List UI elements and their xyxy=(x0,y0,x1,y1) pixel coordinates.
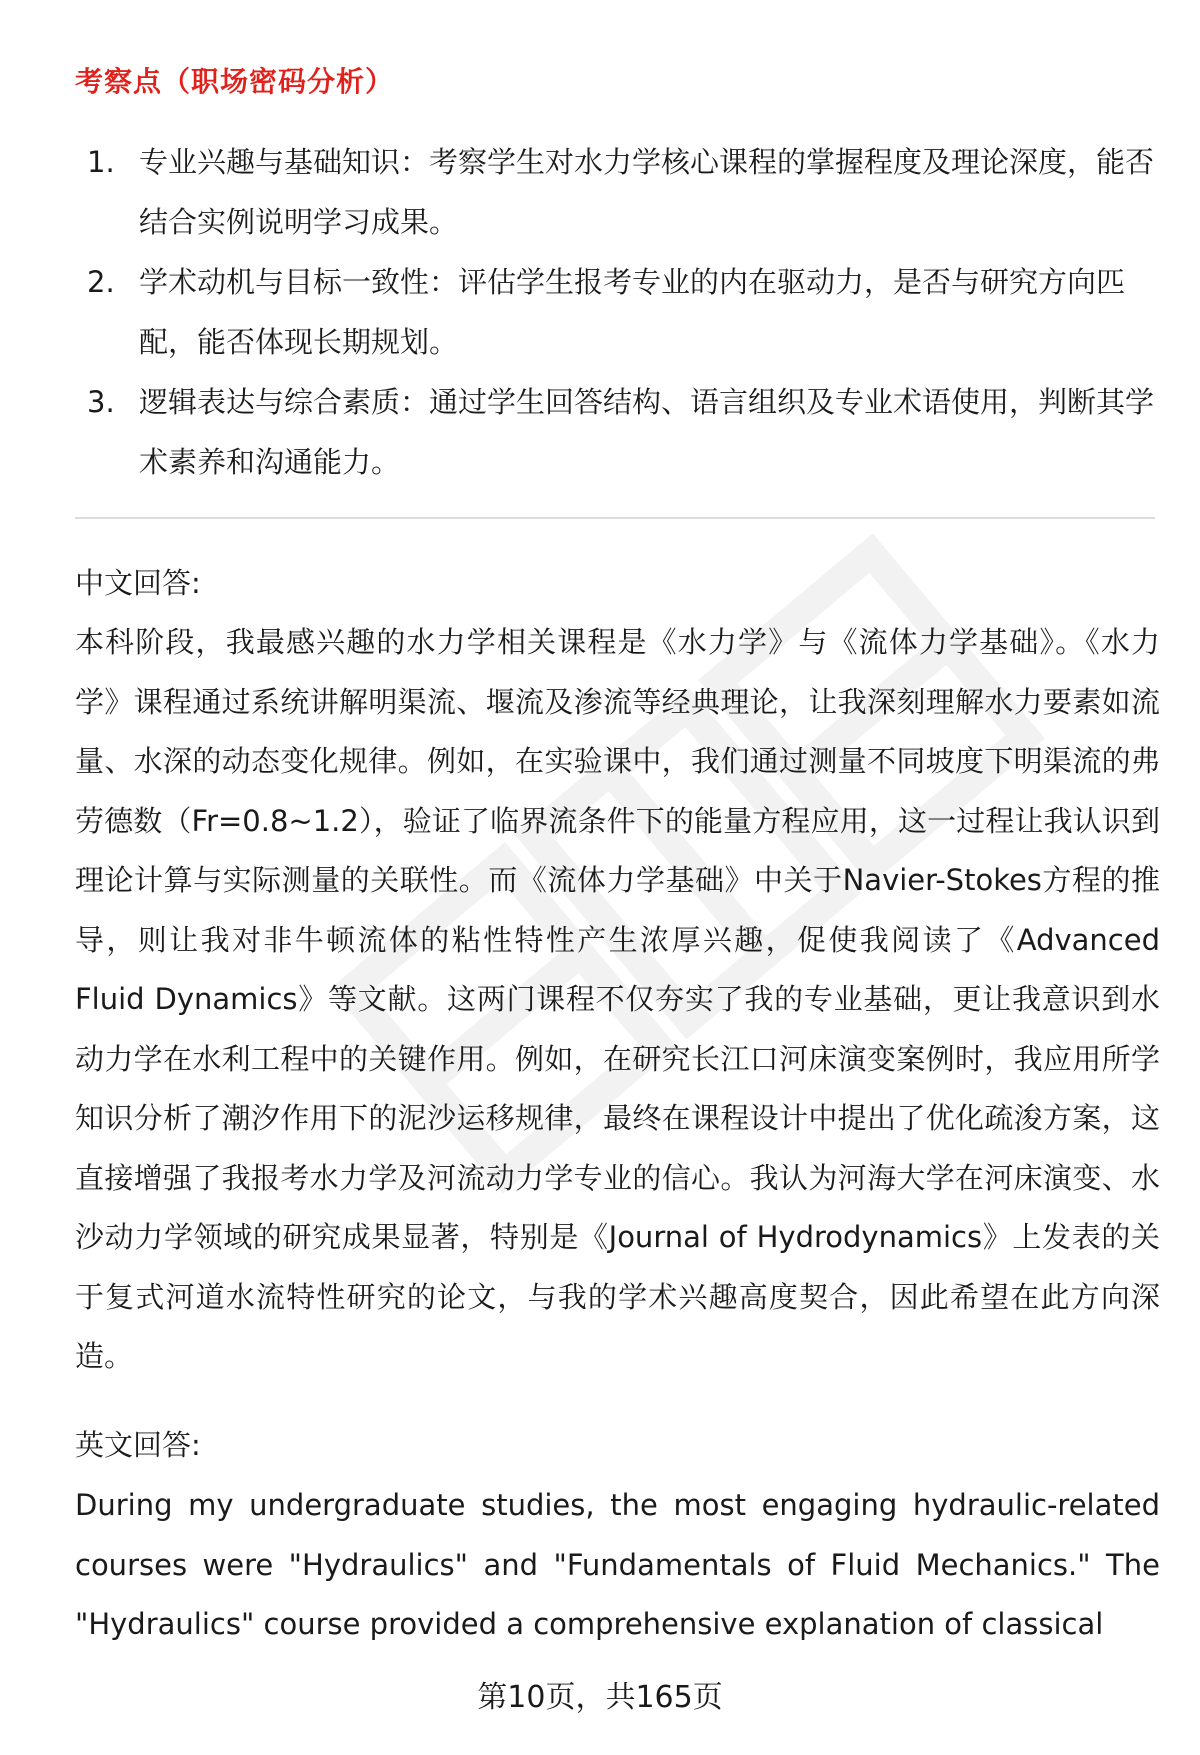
list-item xyxy=(75,132,1155,252)
list-item-text: 学术动机与目标一致性：评估学生报考专业的内在驱动力，是否与研究方向匹配，能否体现长期规划。 xyxy=(139,265,1126,359)
list-item-number: 1. xyxy=(87,145,115,179)
list-item xyxy=(75,372,1155,492)
english-answer-body: During my undergraduate studies, the most engaging hydraulic-related courses were "Hydraulics" and "Fundamentals of Fluid Mechanics." The "Hydraulics" course provided a comprehensive explanation of classical xyxy=(75,1488,1160,1641)
list-item-number: 2. xyxy=(87,265,115,299)
list-item xyxy=(75,252,1155,372)
list-item-text: 专业兴趣与基础知识：考察学生对水力学核心课程的掌握程度及理论深度，能否结合实例说明学习成果。 xyxy=(139,145,1155,239)
list-item-text: 逻辑表达与综合素质：通过学生回答结构、语言组织及专业术语使用，判断其学术素养和沟通能力。 xyxy=(139,385,1155,479)
section-title: 考察点（职场密码分析） xyxy=(75,65,395,98)
page-number-footer: 第10页，共165页 xyxy=(477,1680,723,1715)
chinese-answer-label: 中文回答: xyxy=(75,566,201,600)
chinese-answer-body: 本科阶段，我最感兴趣的水力学相关课程是《水力学》与《流体力学基础》。《水力学》课程通过系统讲解明渠流、堰流及渗流等经典理论，让我深刻理解水力要素如流量、水深的动态变化规律。例如，在实验课中，我们通过测量不同坡度下明渠流的弗劳德数（Fr=0.8~1.2），验证了临界流条件下的能量方程应用，这一过程让我认识到理论计算与实际测量的关联性。而《流体力学基础》中关于Navier-Stokes方程的推导，则让我对非牛顿流体的粘性特性产生浓厚兴趣，促使我阅读了《Advanced Fluid Dynamics》等文献。这两门课程不仅夯实了我的专业基础，更让我意识到水动力学在水利工程中的关键作用。例如，在研究长江口河床演变案例时，我应用所学知识分析了潮汐作用下的泥沙运移规律，最终在课程设计中提出了优化疏浚方案，这直接增强了我报考水力学及河流动力学专业的信心。我认为河海大学在河床演变、水沙动力学领域的研究成果显著，特别是《Journal of Hydrodynamics》上发表的关于复式河道水流特性研究的论文，与我的学术兴趣高度契合，因此希望在此方向深造。 xyxy=(75,625,1160,1373)
section-divider xyxy=(75,517,1155,519)
english-answer-label: 英文回答: xyxy=(75,1428,201,1462)
assessment-points-list xyxy=(75,132,1155,492)
list-item-number: 3. xyxy=(87,385,115,419)
